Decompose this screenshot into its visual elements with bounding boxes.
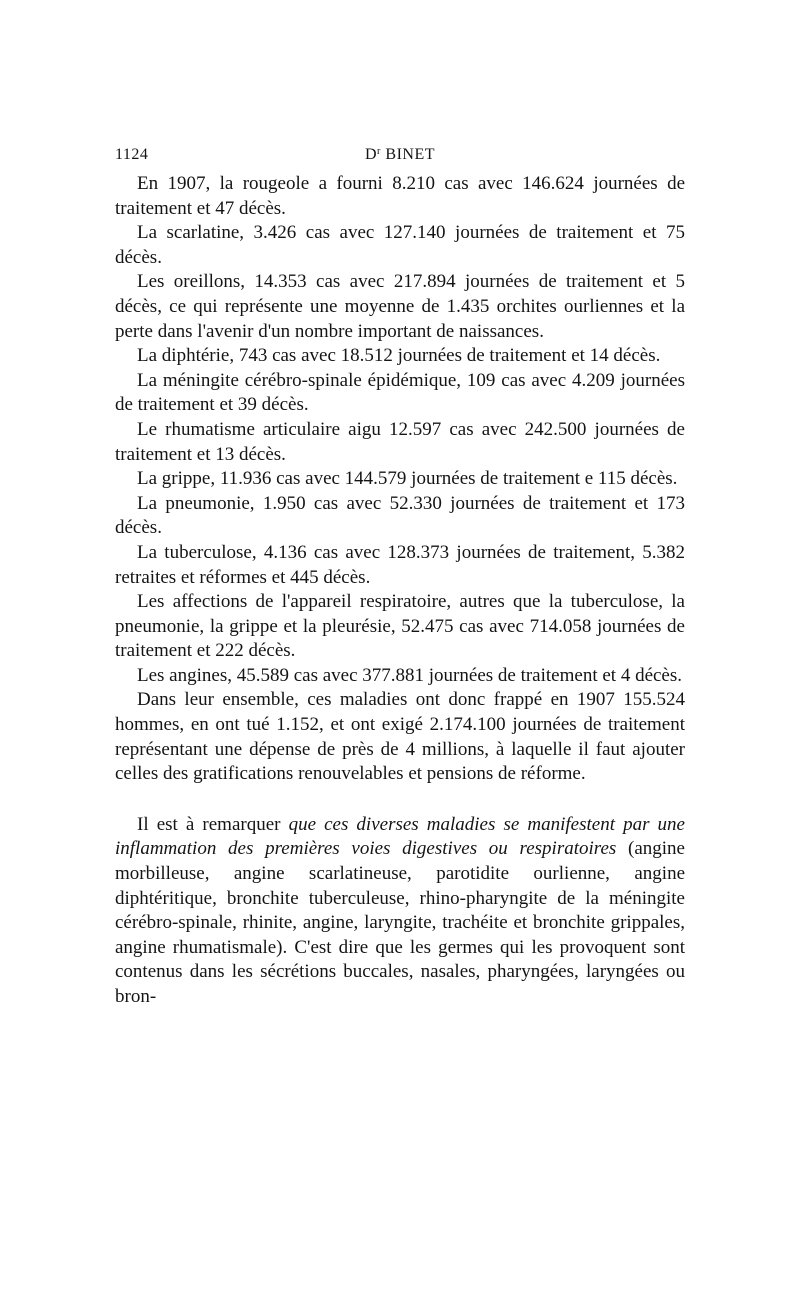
remarque-rest: (angine morbilleuse, angine scarlatineuse, parotidite ourlienne, angine diphtéritique, bronchite tuberculeuse, rhino-pharyngite de la méningite cérébro-spinale, rhinite, angine, laryngite, trachéite et bronchite grippales, angine rhumatismale). C'est dire que les germes qui les provoquent sont contenus dans les sécrétions buccales, nasales, pharyngées, laryngées ou bron- [115,838,685,1007]
paragraph-grippe: La grippe, 11.936 cas avec 144.579 journées de traitement e 115 décès. [137,468,678,490]
paragraph-scarlatine: La scarlatine, 3.426 cas avec 127.140 journées de traitement et 75 décès. [115,222,685,268]
paragraph-meningite: La méningite cérébro-spinale épidémique, 109 cas avec 4.209 journées de traitement et 39 décès. [115,369,685,416]
paragraph-ensemble: Dans leur ensemble, ces maladies ont donc frappé en 1907 155.524 hommes, en ont tué 1.152, et ont exigé 2.174.100 journées de traitement représentant une dépense de près de 4 millions, à laquelle il faut ajouter celles des gratifications renouvelables et pensions de réforme. [115,689,685,785]
paragraph-angines: Les angines, 45.589 cas avec 377.881 journées de traitement et 4 décès. [137,664,683,686]
paragraph-diphterie: La diphtérie, 743 cas avec 18.512 journées de traitement et 14 décès. [137,345,661,367]
running-title [115,146,685,164]
paragraph-pneumonie: La pneumonie, 1.950 cas avec 52.330 journées de traitement et 173 décès. [115,492,685,539]
remarque-lead: Il est à remarquer [137,813,289,835]
author-prefix: D [364,146,378,163]
paragraph-rougeole: En 1907, la rougeole a fourni 8.210 cas avec 146.624 journées de traitement et 47 décès. [115,173,685,219]
main-text [115,172,685,1010]
paragraph-affections-respiratoires: Les affections de l'appareil respiratoire, autres que la tuberculose, la pneumonie, la grippe et la pleurésie, 52.475 cas avec 714.058 journées de traitement et 222 décès. [115,591,685,662]
remarque-italic: que ces diverses maladies se manifestent par une inflammation des premières voies digestives ou respiratoires [115,813,685,860]
author-superscript: r [377,146,381,157]
running-head [115,146,685,172]
book-page [115,146,685,1010]
paragraph-rhumatisme: Le rhumatisme articulaire aigu 12.597 cas avec 242.500 journées de traitement et 13 décès. [115,418,685,465]
paragraph-remarque [115,813,685,1010]
paragraph-oreillons: Les oreillons, 14.353 cas avec 217.894 journées de traitement et 5 décès, ce qui représente une moyenne de 1.435 orchites ourliennes et la perte dans l'avenir d'un nombre important de naissances. [115,271,685,342]
page-number: 1124 [115,146,149,163]
paragraph-tuberculose: La tuberculose, 4.136 cas avec 128.373 journées de traitement, 5.382 retraites et réformes et 445 décès. [115,541,685,588]
author-name: BINET [385,146,435,163]
section-gap [115,787,685,813]
